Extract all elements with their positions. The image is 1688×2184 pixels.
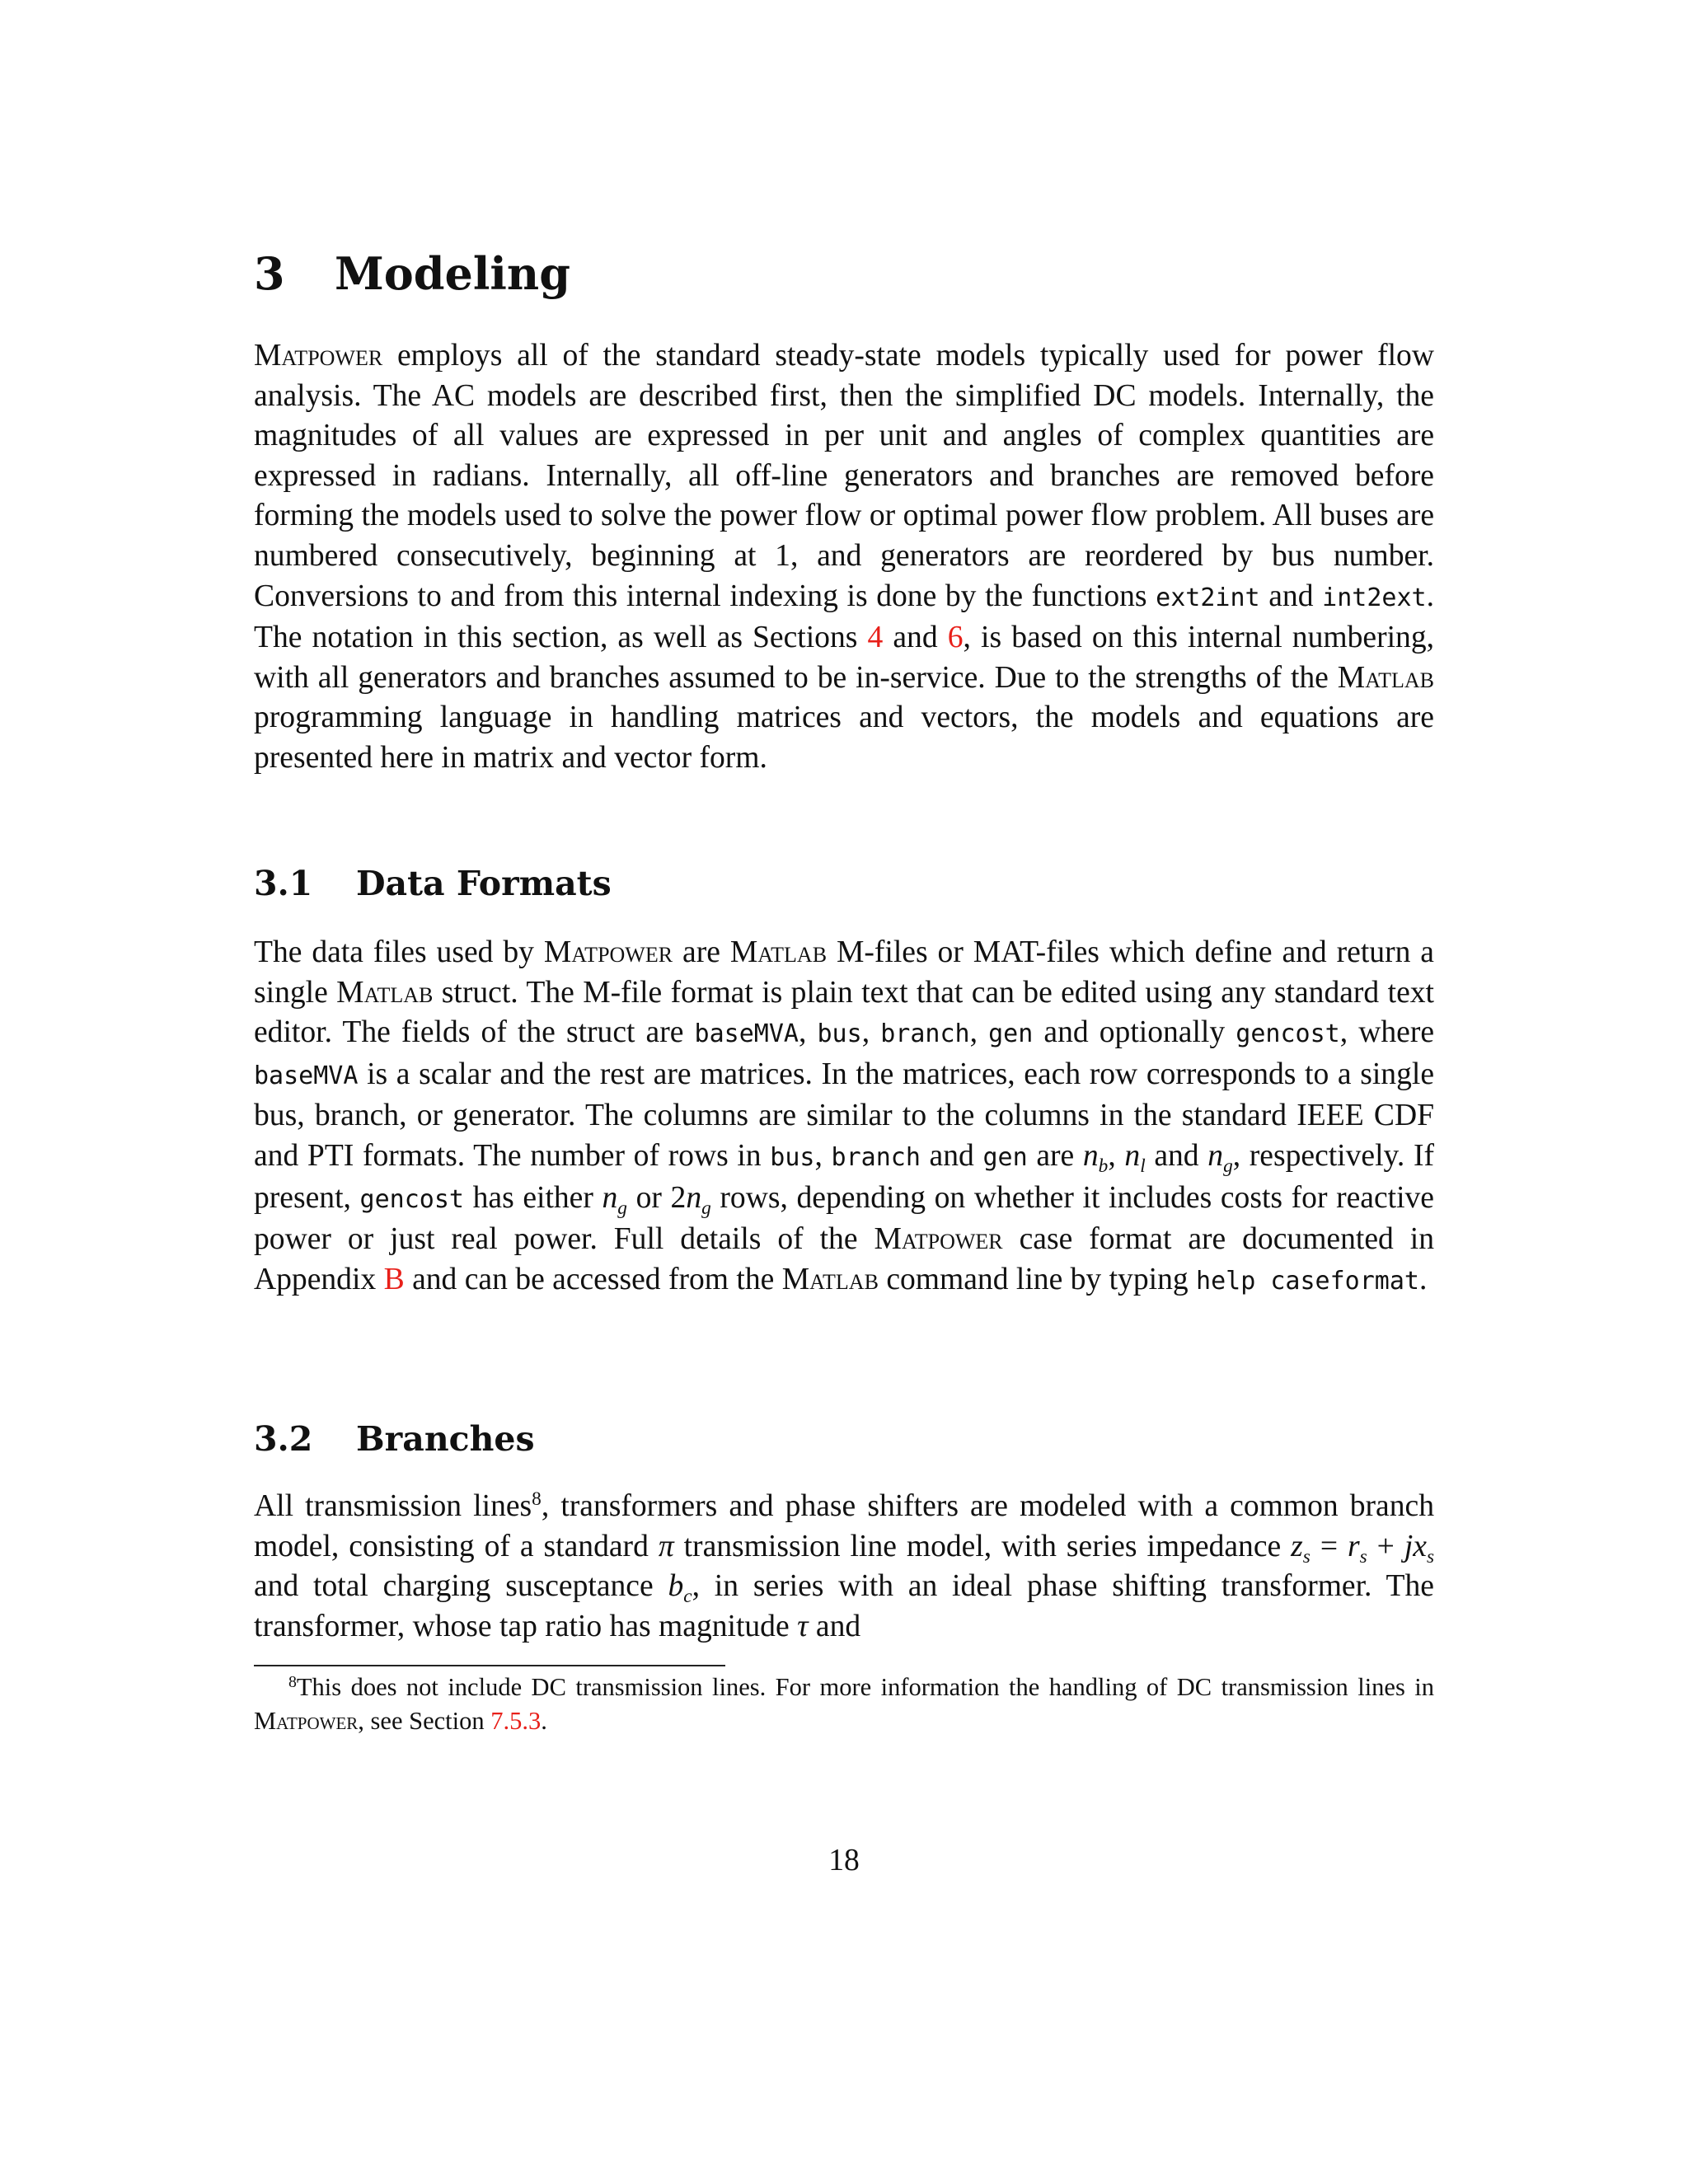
code-int2ext: int2ext (1322, 583, 1427, 612)
subsection-heading-data-formats (254, 864, 612, 903)
section-link-4[interactable]: 4 (867, 621, 884, 655)
text-run: , in series with an ideal phase shifting transformer. The transformer, whose tap ratio has magnitude (254, 1569, 1434, 1643)
text-run: and (1259, 579, 1323, 613)
subsection-title: Data Formats (356, 864, 612, 903)
math-symbol: z (1291, 1529, 1303, 1563)
text-run: programming language in handling matrices and vectors, the models and equations are presented here in matrix and vector form. (254, 701, 1434, 775)
text-run: , respectively. If present, (254, 1138, 1434, 1215)
math-subscript: s (1359, 1545, 1367, 1568)
code-gen: gen (982, 1142, 1028, 1172)
code-ext2int: ext2int (1156, 583, 1260, 612)
math-ng (686, 1180, 711, 1219)
matlab-name: Matlab (336, 975, 434, 1010)
math-subscript: g (701, 1197, 711, 1219)
text-run: . The notation in this section, as well as Sections (254, 579, 1434, 655)
page-number: 18 (828, 1844, 860, 1877)
text-run: , (1108, 1138, 1125, 1173)
math-subscript: g (1223, 1155, 1233, 1178)
text-run: are (1027, 1138, 1083, 1173)
matpower-name: Matpower (543, 935, 673, 969)
matlab-name: Matlab (1337, 660, 1434, 695)
math-symbol: n (602, 1180, 618, 1215)
text-run: , (798, 1015, 818, 1050)
math-subscript: s (1302, 1545, 1311, 1568)
math-susceptance (668, 1569, 692, 1608)
text-run: = (1310, 1529, 1348, 1563)
text-run: and (808, 1609, 861, 1643)
math-symbol: n (686, 1180, 702, 1215)
text-run: , where (1339, 1015, 1435, 1050)
matpower-name: Matpower (874, 1222, 1003, 1257)
code-help-caseformat: help caseformat (1196, 1266, 1419, 1296)
math-tau: τ (797, 1609, 809, 1643)
math-resistance (1347, 1529, 1367, 1568)
text-run: employs all of the standard steady-state models typically used for power flow analysis. The AC models are described first, then the simplified DC models. Internally, the magnitudes of all values are expressed in per unit and angles of complex quantities are expressed in radians. Internally, all off-line generators and branches are removed before forming the models used to solve the power flow or optimal power flow problem. All buses are numbered consecutively, beginning at 1, and generators are reordered by bus number. Conversions to and from this internal indexing is done by the functions (254, 339, 1434, 613)
text-run: All transmission lines (254, 1489, 532, 1523)
code-gen: gen (988, 1019, 1034, 1049)
appendix-link-b[interactable]: B (383, 1262, 405, 1296)
math-subscript: b (1098, 1155, 1109, 1178)
math-nl (1124, 1138, 1146, 1178)
math-impedance (1291, 1529, 1311, 1568)
text-run: or 2 (626, 1180, 687, 1215)
subsection-heading-branches (254, 1419, 535, 1459)
text-run: has either (463, 1180, 603, 1215)
text-run: rows, depending on whether it includes costs for reactive power or just real power. Full details of the (254, 1180, 1434, 1257)
text-run: + (1367, 1529, 1404, 1563)
intro-paragraph (254, 336, 1434, 779)
matlab-name: Matlab (781, 1262, 879, 1296)
section-heading (254, 247, 570, 300)
text-run: and total charging susceptance (254, 1569, 668, 1604)
text-run: case format are documented in Appendix (254, 1222, 1434, 1296)
section-link-6[interactable]: 6 (947, 621, 964, 655)
text-run: struct. The M-file format is plain text that can be edited using any standard text editor. The fields of the struct are (254, 975, 1434, 1050)
math-subscript: g (617, 1197, 627, 1219)
math-symbol: r (1347, 1529, 1360, 1563)
text-run: and optionally (1033, 1015, 1236, 1050)
footnote-number: 8 (288, 1673, 297, 1692)
code-branch: branch (831, 1142, 921, 1172)
code-gencost: gencost (359, 1184, 464, 1214)
math-symbol: b (668, 1569, 684, 1604)
math-symbol: n (1082, 1138, 1099, 1173)
text-run: , (969, 1015, 989, 1050)
text-run: This does not include DC transmission lines. For more information the handling of DC transmission lines in (296, 1673, 1434, 1701)
text-run: are (673, 935, 730, 969)
subsection-number: 3.2 (254, 1419, 313, 1459)
code-branch: branch (880, 1019, 970, 1049)
section-link-7-5-3[interactable]: 7.5.3 (490, 1707, 542, 1735)
math-symbol: jx (1404, 1529, 1427, 1563)
math-ng (1207, 1138, 1233, 1178)
text-run: . (1418, 1262, 1428, 1296)
text-run: , see Section (358, 1707, 491, 1735)
data-formats-paragraph (254, 933, 1434, 1301)
text-run: , (861, 1015, 881, 1050)
section-title: Modeling (335, 247, 570, 300)
text-run: , (814, 1138, 832, 1173)
text-run: and can be accessed from the (404, 1262, 782, 1296)
code-bus: bus (817, 1019, 862, 1049)
math-subscript: c (683, 1586, 692, 1608)
footnote-marker[interactable]: 8 (532, 1488, 542, 1511)
code-basemva: baseMVA (694, 1019, 799, 1049)
math-pi: π (658, 1529, 674, 1563)
math-ng (602, 1180, 627, 1219)
footnote-divider (254, 1665, 725, 1666)
math-subscript: l (1140, 1155, 1146, 1178)
text-run: and (883, 621, 948, 655)
matlab-name: Matlab (729, 935, 828, 969)
math-symbol: n (1124, 1138, 1141, 1173)
document-page (254, 0, 1434, 2184)
text-run: and (920, 1138, 983, 1173)
code-basemva: baseMVA (254, 1061, 359, 1090)
matpower-name: Matpower (254, 1707, 359, 1735)
text-run: . (541, 1707, 547, 1735)
math-subscript: s (1426, 1545, 1435, 1568)
text-run: transmission line model, with series impedance (673, 1529, 1292, 1563)
subsection-title: Branches (356, 1419, 535, 1459)
code-gencost: gencost (1236, 1019, 1340, 1049)
text-run: and (1145, 1138, 1208, 1173)
subsection-number: 3.1 (254, 864, 313, 903)
branches-paragraph (254, 1487, 1434, 1647)
footnote (254, 1671, 1434, 1738)
math-nb (1082, 1138, 1109, 1178)
text-run: , transformers and phase shifters are modeled with a common branch model, consisting of a standard (254, 1489, 1434, 1563)
matpower-name: Matpower (254, 339, 383, 373)
text-run: is a scalar and the rest are matrices. In the matrices, each row corresponds to a single bus, branch, or generator. The columns are similar to the columns in the standard IEEE CDF and PTI formats. The number of rows in (254, 1057, 1434, 1173)
text-run: , is based on this internal numbering, with all generators and branches assumed to be in-service. Due to the strengths of the (254, 621, 1435, 695)
text-run: M-files or MAT-files which define and return a single (254, 935, 1434, 1010)
section-number: 3 (254, 247, 285, 300)
code-bus: bus (770, 1142, 815, 1172)
math-reactance (1404, 1529, 1435, 1568)
text-run: command line by typing (878, 1262, 1197, 1296)
math-symbol: n (1207, 1138, 1224, 1173)
text-run: The data files used by (254, 935, 544, 969)
